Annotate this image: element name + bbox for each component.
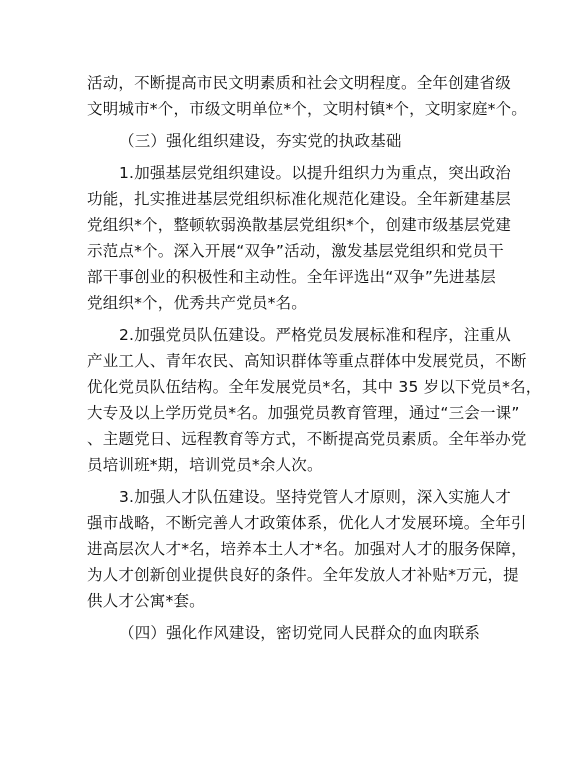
paragraph-talent-team	[87, 484, 527, 614]
heading-line: （四）强化作风建设，密切党同人民群众的血肉联系	[119, 624, 481, 642]
text-line: 强市战略，不断完善人才政策体系，优化人才发展环境。全年引	[87, 514, 527, 532]
text-line: 优化党员队伍结构。全年发展党员*名，其中 35 岁以下党员*名，	[87, 378, 542, 396]
text-line: 2.加强党员队伍建设。严格党员发展标准和程序，注重从	[119, 326, 511, 344]
text-line: 示范点*个。深入开展“双争”活动，激发基层党组织和党员干	[87, 242, 504, 260]
text-line: 文明城市*个，市级文明单位*个，文明村镇*个，文明家庭*个。	[87, 100, 528, 118]
text-line: 1.加强基层党组织建设。以提升组织力为重点，突出政治	[119, 164, 511, 182]
text-line: 、主题党日、远程教育等方式，不断提高党员素质。全年举办党	[87, 430, 527, 448]
text-line: 活动，不断提高市民文明素质和社会文明程度。全年创建省级	[87, 74, 511, 92]
section-heading-3	[87, 128, 507, 154]
text-line: 为人才创新创业提供良好的条件。全年发放人才补贴*万元，提	[87, 566, 519, 584]
text-line: 3.加强人才队伍建设。坚持党管人才原则，深入实施人才	[119, 488, 511, 506]
section-heading-4	[87, 620, 507, 646]
paragraph-party-members	[87, 322, 542, 478]
text-line: 大专及以上学历党员*名。加强党员教育管理，通过“三会一课”	[87, 404, 520, 422]
paragraph-grassroots-party	[87, 160, 512, 316]
text-line: 部干事创业的积极性和主动性。全年评选出“双争”先进基层	[87, 268, 496, 286]
text-line: 供人才公寓*套。	[87, 592, 205, 610]
text-line: 党组织*个，优秀共产党员*名。	[87, 294, 308, 312]
paragraph-civilization-end	[87, 70, 528, 122]
text-line: 功能，扎实推进基层党组织标准化规范化建设。全年新建基层	[87, 190, 511, 208]
document-page	[87, 70, 542, 646]
text-line: 进高层次人才*名，培养本土人才*名。加强对人才的服务保障，	[87, 540, 527, 558]
text-line: 产业工人、青年农民、高知识群体等重点群体中发展党员，不断	[87, 352, 527, 370]
heading-line: （三）强化组织建设，夯实党的执政基础	[119, 132, 402, 150]
text-line: 员培训班*期，培训党员*余人次。	[87, 456, 323, 474]
text-line: 党组织*个，整顿软弱涣散基层党组织*个，创建市级基层党建	[87, 216, 512, 234]
